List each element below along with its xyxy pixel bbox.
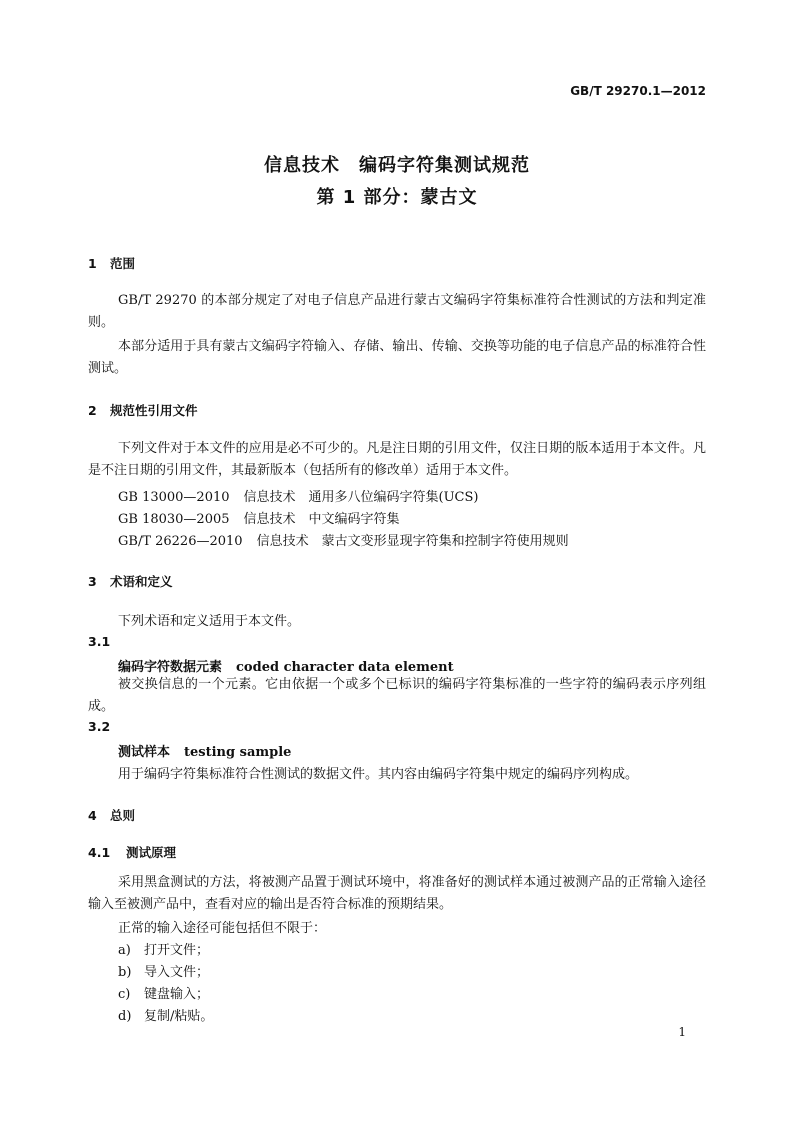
section-number: 3 (88, 574, 97, 589)
list-item-label: b) (118, 965, 132, 980)
subsection-title: 测试原理 (126, 845, 177, 860)
section-title: 术语和定义 (110, 574, 173, 589)
list-item (118, 983, 209, 1002)
section-number: 2 (88, 403, 97, 418)
section-4-heading (88, 806, 135, 824)
section-3-paragraph-1: 下列术语和定义适用于本文件。 (118, 614, 301, 629)
list-item-text: 键盘输入； (144, 987, 210, 1002)
section-2-heading (88, 401, 198, 419)
reference-item (118, 486, 478, 505)
term-zh: 编码字符数据元素 (118, 660, 223, 675)
term-definition: 被交换信息的一个元素。它由依据一个或多个已标识的编码字符集标准的一些字符的编码表示序列组成。 (88, 677, 706, 714)
page-number: 1 (678, 1025, 686, 1039)
section-number: 4 (88, 808, 97, 823)
section-2-paragraph-1: 下列文件对于本文件的应用是必不可少的。凡是注日期的引用文件，仅注日期的版本适用于本文件。凡是不注日期的引用文件，其最新版本（包括所有的修改单）适用于本文件。 (88, 441, 706, 478)
list-item-text: 导入文件； (144, 965, 210, 980)
reference-title: 信息技术 中文编码字符集 (243, 512, 400, 527)
list-item-text: 复制/粘贴。 (144, 1009, 214, 1024)
subsection-4-1-paragraph-2: 正常的输入途径可能包括但不限于： (118, 921, 327, 936)
term-number: 3.1 (88, 634, 111, 649)
section-1-paragraph-2: 本部分适用于具有蒙古文编码字符输入、存储、输出、传输、交换等功能的电子信息产品的标准符合性测试。 (88, 339, 706, 376)
standard-code: GB/T 29270.1—2012 (570, 84, 706, 98)
section-number: 1 (88, 256, 97, 271)
term-zh: 测试样本 (118, 745, 171, 760)
list-item (118, 961, 209, 980)
term-number: 3.2 (88, 719, 111, 734)
reference-item (118, 508, 400, 527)
section-1-heading (88, 254, 135, 272)
section-title: 总则 (110, 808, 136, 823)
list-item (118, 1005, 213, 1024)
term-heading (118, 656, 454, 675)
term-heading (118, 741, 291, 760)
reference-code: GB 18030—2005 (118, 512, 230, 527)
section-title: 范围 (110, 256, 136, 271)
term-en: coded character data element (236, 660, 454, 675)
list-item-label: a) (118, 943, 131, 958)
term-en: testing sample (184, 745, 292, 760)
list-item (118, 939, 209, 958)
list-item-text: 打开文件； (144, 943, 210, 958)
reference-title: 信息技术 蒙古文变形显现字符集和控制字符使用规则 (256, 534, 569, 549)
section-3-heading (88, 572, 173, 590)
document-title-line2: 第 1 部分：蒙古文 (316, 187, 478, 208)
reference-title: 信息技术 通用多八位编码字符集(UCS) (243, 490, 479, 505)
reference-code: GB/T 26226—2010 (118, 534, 243, 549)
document-title-line1: 信息技术 编码字符集测试规范 (264, 155, 530, 176)
section-1-paragraph-1: GB/T 29270 的本部分规定了对电子信息产品进行蒙古文编码字符集标准符合性测试的方法和判定准则。 (88, 293, 706, 330)
reference-item (118, 530, 569, 549)
list-item-label: c) (118, 987, 131, 1002)
section-title: 规范性引用文件 (110, 403, 198, 418)
list-item-label: d) (118, 1009, 132, 1024)
subsection-4-1-heading (88, 843, 176, 861)
subsection-number: 4.1 (88, 845, 111, 860)
subsection-4-1-paragraph-1: 采用黑盒测试的方法，将被测产品置于测试环境中，将准备好的测试样本通过被测产品的正常输入途径输入至被测产品中，查看对应的输出是否符合标准的预期结果。 (88, 875, 706, 912)
reference-code: GB 13000—2010 (118, 490, 230, 505)
term-definition: 用于编码字符集标准符合性测试的数据文件。其内容由编码字符集中规定的编码序列构成。 (118, 767, 639, 782)
